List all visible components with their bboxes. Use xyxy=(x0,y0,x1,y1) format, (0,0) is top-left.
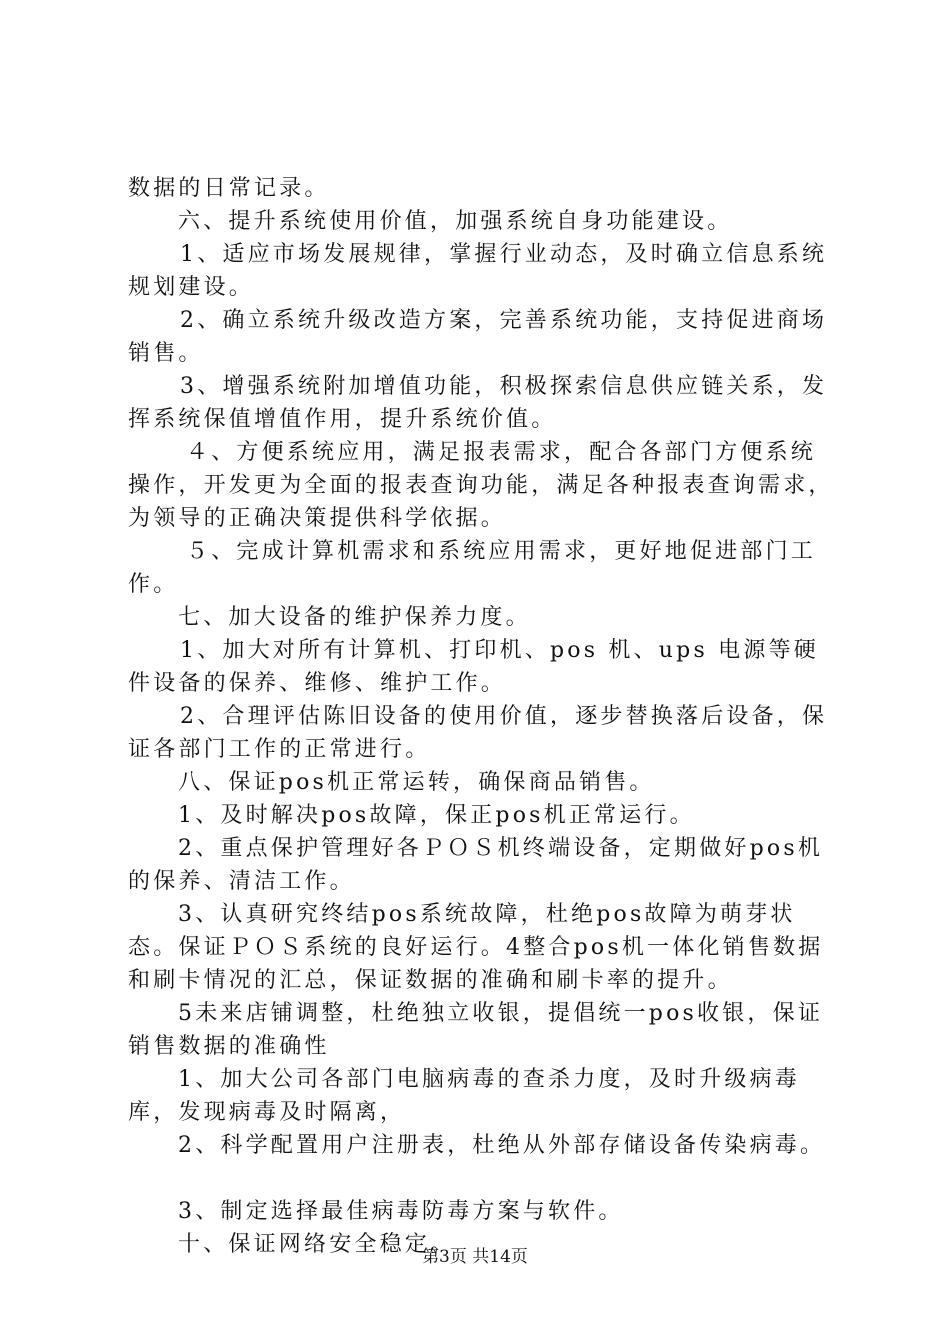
list-item: 1、适应市场发展规律，掌握行业动态，及时确立信息系统规划建设。 xyxy=(128,242,828,300)
paragraph-spacer xyxy=(128,1162,838,1195)
section-heading-10: 十、保证网络安全稳定。 xyxy=(178,1232,456,1257)
section-heading-6: 六、提升系统使用价值，加强系统自身功能建设。 xyxy=(178,209,733,234)
list-item: 2、确立系统升级改造方案，完善系统功能，支持促进商场销售。 xyxy=(128,308,828,366)
list-item: 2、重点保护管理好各ＰＯＳ机终端设备，定期做好pos机的保养、清洁工作。 xyxy=(128,836,824,894)
list-item: 2、科学配置用户注册表，杜绝从外部存储设备传染病毒。 xyxy=(178,1133,826,1158)
paragraph-continuation: 数据的日常记录。 xyxy=(128,176,330,201)
list-item: 1、加大公司各部门电脑病毒的查杀力度，及时升级病毒库，发现病毒及时隔离， xyxy=(128,1067,800,1125)
list-item: 1、加大对所有计算机、打印机、pos 机、ups 电源等硬件设备的保养、维修、维护工作。 xyxy=(128,638,819,696)
list-item: 3、制定选择最佳病毒防毒方案与软件。 xyxy=(178,1199,624,1224)
list-item: 5未来店铺调整，杜绝独立收银，提倡统一pos收银，保证销售数据的准确性 xyxy=(128,1001,824,1059)
list-item: ４、方便系统应用，满足报表需求，配合各部门方便系统操作，开发更为全面的报表查询功能，满足各种报表查询需求，为领导的正确决策提供科学依据。 xyxy=(128,440,834,531)
section-heading-8: 八、保证pos机正常运转，确保商品销售。 xyxy=(178,770,655,795)
section-heading-7: 七、加大设备的维护保养力度。 xyxy=(178,605,531,630)
list-item: ５、完成计算机需求和系统应用需求，更好地促进部门工作。 xyxy=(128,539,817,597)
list-item: 3、认真研究终结pos系统故障，杜绝pos故障为萌芽状态。保证ＰＯＳ系统的良好运行。4整合pos机一体化销售数据和刷卡情况的汇总，保证数据的准确和刷卡率的提升。 xyxy=(128,902,824,993)
page-number-footer: 第3页 共14页 xyxy=(422,1247,528,1267)
list-item: 3、增强系统附加增值功能，积极探索信息供应链关系，发挥系统保值增值作用，提升系统价值。 xyxy=(128,374,828,432)
document-body xyxy=(128,172,838,1261)
list-item: 1、及时解决pos故障，保正pos机正常运行。 xyxy=(178,803,695,828)
list-item: 2、合理评估陈旧设备的使用价值，逐步替换落后设备，保证各部门工作的正常进行。 xyxy=(128,704,828,762)
